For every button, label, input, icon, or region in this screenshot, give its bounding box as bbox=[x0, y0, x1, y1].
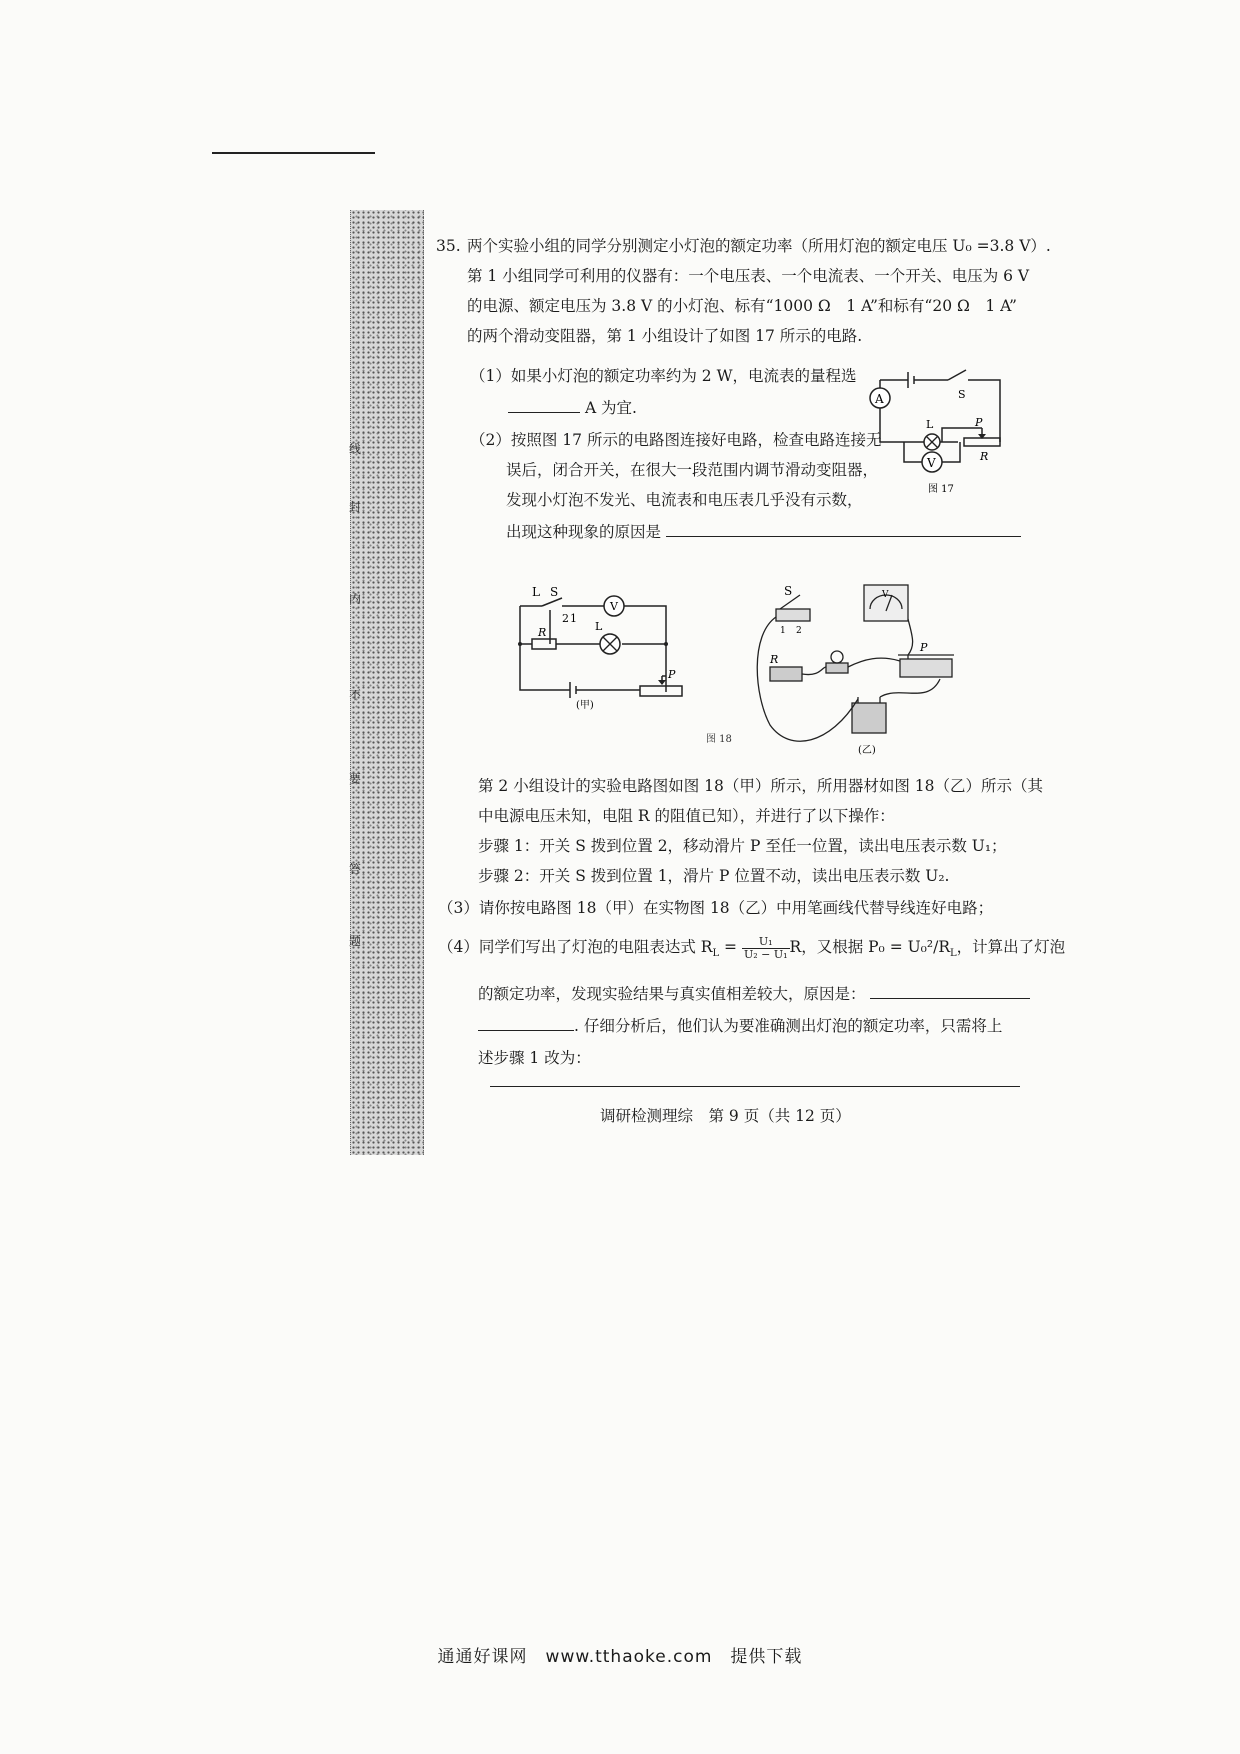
binding-mark: 封 bbox=[348, 500, 361, 514]
part4-sub: L bbox=[712, 948, 720, 960]
header-rule bbox=[212, 152, 375, 154]
part4-text-d: 的额定功率，发现实验结果与真实值相差较大，原因是： bbox=[478, 985, 866, 1003]
step2-text: 步骤 2：开关 S 拨到位置 1，滑片 P 位置不动，读出电压表示数 U₂. bbox=[478, 867, 950, 885]
fig18-left-label: (甲) bbox=[576, 700, 594, 710]
part3-text: （3）请你按电路图 18（甲）在实物图 18（乙）中用笔画线代替导线连好电路； bbox=[438, 899, 994, 917]
part4-line bbox=[438, 934, 1065, 967]
step1-text: 步骤 1：开关 S 拨到位置 2，移动滑片 P 至任一位置，读出电压表示数 U₁； bbox=[478, 837, 1007, 855]
question-intro-1: 两个实验小组的同学分别测定小灯泡的额定功率（所用灯泡的额定电压 U₀ =3.8 V）. bbox=[467, 237, 1051, 255]
fig18-switch-label: S bbox=[550, 585, 559, 599]
app-switch-label: S bbox=[784, 584, 793, 598]
question-intro-2: 第 1 小组同学可利用的仪器有：一个电压表、一个电流表、一个开关、电压为 6 V bbox=[467, 267, 1030, 285]
part4-text-e: . 仔细分析后，他们认为要准确测出灯泡的额定功率，只需将上 bbox=[574, 1017, 1003, 1035]
fig18-lamp-label: L bbox=[595, 620, 603, 633]
app-voltmeter-label: V bbox=[882, 590, 889, 600]
app-pos1: 1 bbox=[780, 626, 786, 636]
fig18-pos1: 1 bbox=[570, 612, 577, 625]
part4-text-c: ，计算出了灯泡 bbox=[956, 938, 1066, 956]
answer-blank[interactable] bbox=[478, 1016, 574, 1031]
answer-blank[interactable] bbox=[870, 984, 1030, 999]
part2-line bbox=[506, 522, 1021, 542]
fig18-right-label: (乙) bbox=[858, 745, 876, 756]
fraction-numerator: U₁ bbox=[742, 936, 790, 949]
fig18-slider-label: P bbox=[668, 668, 676, 681]
app-slider-label: P bbox=[920, 641, 928, 654]
binding-mark: 线 bbox=[348, 442, 361, 456]
rheostat-icon bbox=[900, 659, 952, 677]
part4-sub-2: L bbox=[950, 948, 957, 960]
part1-line bbox=[508, 398, 637, 418]
question-intro-3: 的电源、额定电压为 3.8 V 的小灯泡、标有“1000 Ω 1 A”和标有“20 Ω 1 A” bbox=[467, 297, 1017, 315]
figure-18-right bbox=[740, 575, 970, 760]
fig17-voltmeter-label: V bbox=[927, 456, 936, 470]
fig18-resistor-label: R bbox=[538, 626, 547, 639]
fig17-switch-label: S bbox=[958, 388, 966, 401]
fig18-voltmeter-label: V bbox=[610, 600, 618, 613]
part2-text-b: 误后，闭合开关，在很大一段范围内调节滑动变阻器， bbox=[506, 461, 879, 479]
part2-text-a: （2）按照图 17 所示的电路图连接好电路，检查电路连接无 bbox=[470, 431, 882, 449]
binding-mark: 答 bbox=[348, 862, 361, 876]
fraction-denominator: U₂ − U₁ bbox=[743, 947, 788, 961]
fig17-slider-label: P bbox=[975, 416, 983, 429]
figure-18-left bbox=[510, 580, 710, 710]
fig17-rheostat-label: R bbox=[980, 450, 989, 463]
part4-text-a: （4）同学们写出了灯泡的电阻表达式 R bbox=[438, 938, 713, 956]
app-pos2: 2 bbox=[796, 626, 802, 636]
part1-text: （1）如果小灯泡的额定功率约为 2 W，电流表的量程选 bbox=[470, 367, 857, 385]
app-resistor-label: R bbox=[770, 653, 779, 666]
question-number: 35. bbox=[436, 237, 461, 255]
binding-strip bbox=[350, 210, 424, 1155]
binding-mark: 要 bbox=[348, 772, 361, 786]
part1-unit: A 为宜. bbox=[584, 399, 637, 417]
answer-line[interactable] bbox=[490, 1086, 1020, 1087]
resistor-icon bbox=[770, 667, 802, 681]
fig17-ammeter-label: A bbox=[875, 392, 884, 406]
resistance-fraction bbox=[742, 936, 790, 961]
answer-blank[interactable] bbox=[508, 398, 580, 413]
part4-text-f: 述步骤 1 改为： bbox=[478, 1049, 591, 1067]
fig17-caption: 图 17 bbox=[928, 484, 954, 495]
figure-17 bbox=[860, 360, 1010, 500]
question-intro-4: 的两个滑动变阻器，第 1 小组设计了如图 17 所示的电路. bbox=[467, 327, 863, 345]
lamp-icon bbox=[826, 663, 848, 673]
binding-mark: 题 bbox=[348, 934, 361, 948]
group2-text-b: 中电源电压未知，电阻 R 的阻值已知），并进行了以下操作： bbox=[478, 807, 895, 825]
part4-eq: = bbox=[719, 938, 742, 956]
fig18-pos2: 2 bbox=[562, 612, 569, 625]
site-footer: 通通好课网 www.tthaoke.com 提供下载 bbox=[437, 1647, 803, 1667]
fig18-caption: 图 18 bbox=[706, 734, 732, 745]
binding-mark: 内 bbox=[348, 592, 361, 606]
page-footer: 调研检测理综 第 9 页（共 12 页） bbox=[600, 1107, 851, 1125]
answer-blank[interactable] bbox=[666, 522, 1021, 537]
fig17-lamp-label: L bbox=[926, 418, 934, 431]
switch-icon bbox=[776, 609, 810, 621]
part4-line-2 bbox=[478, 984, 1030, 1004]
battery-icon bbox=[852, 703, 886, 733]
fig18-lamp-label-top: L bbox=[532, 585, 540, 599]
part2-text-d: 出现这种现象的原因是 bbox=[506, 523, 662, 541]
binding-mark: 不 bbox=[348, 688, 361, 702]
part4-text-b: R，又根据 P₀ = U₀²/R bbox=[789, 938, 950, 956]
group2-text-a: 第 2 小组设计的实验电路图如图 18（甲）所示，所用器材如图 18（乙）所示（其 bbox=[478, 777, 1044, 795]
part4-line-3 bbox=[478, 1016, 1002, 1036]
part2-text-c: 发现小灯泡不发光、电流表和电压表几乎没有示数， bbox=[506, 491, 863, 509]
